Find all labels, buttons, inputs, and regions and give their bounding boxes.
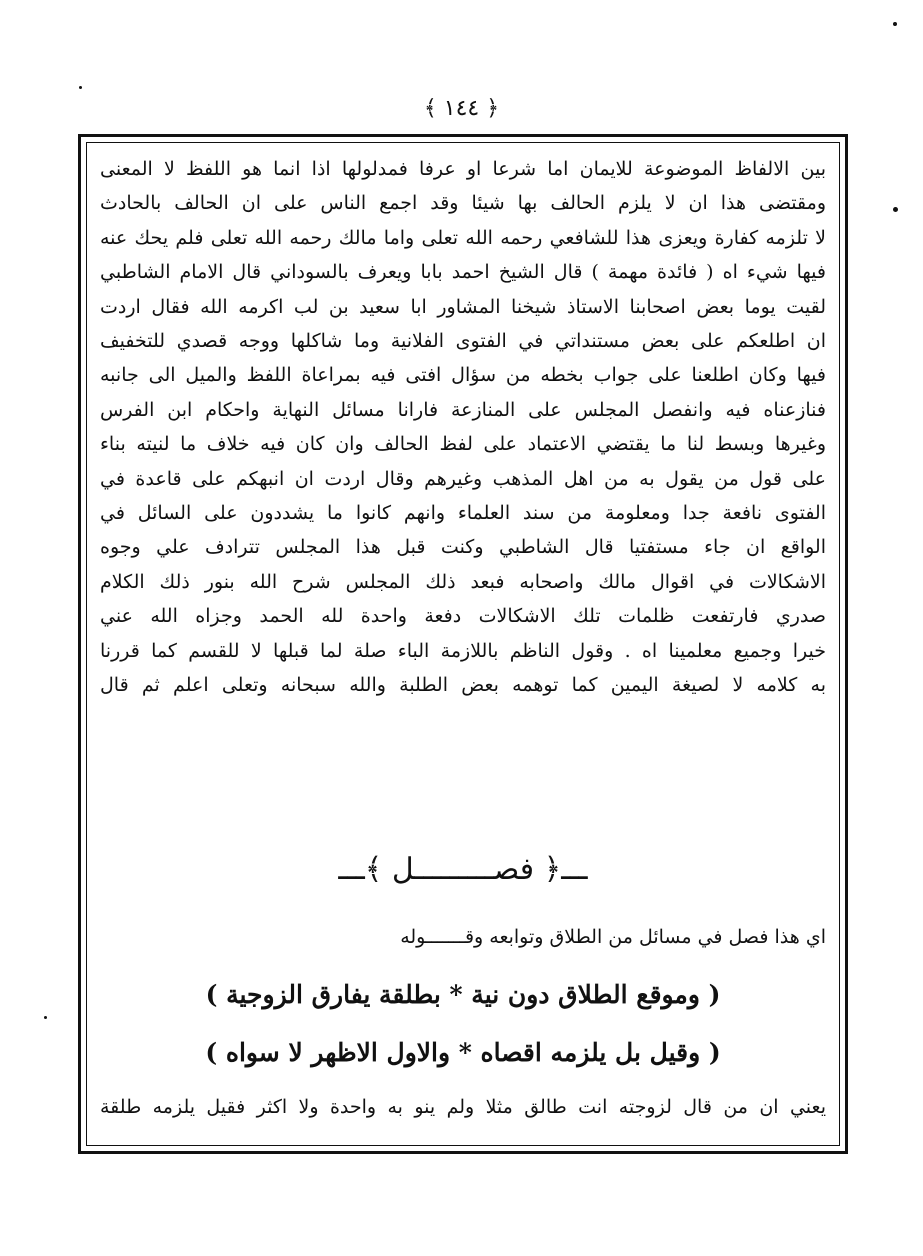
text-line: فنازعناه فيه وانفصل المجلس على المنازعة فارانا مسائل النهاية واحكام ابن الفرس xyxy=(100,398,826,421)
text-line: فيها شيء اه ( فائدة مهمة ) قال الشيخ احمد بابا ويعرف بالسوداني قال الامام الشاطبي xyxy=(100,261,826,284)
text-line: لا تلزمه كفارة ويعزى هذا للشافعي رحمه الله تعلى واما مالك رحمه الله تعلى فلم يحك عنه xyxy=(100,226,826,249)
verse-line-2: ( وقيل بل يلزمه اقصاه * والاول الاظهر لا سواه ) xyxy=(205,1038,721,1067)
text-line: ومقتضى هذا ان لا يلزم الحالف بها شيئا وقد اجمع الناس على ان الحالف بالحادث xyxy=(100,192,826,215)
scan-speck xyxy=(893,22,897,26)
body-text xyxy=(100,152,826,703)
text-line: الواقع ان جاء مستفتيا قال الشاطبي وكنت قبل هذا المجلس تترادف علي وجوه xyxy=(100,536,826,559)
section-intro: اي هذا فصل في مسائل من الطلاق وتوابعه وقـــــــوله xyxy=(400,926,826,948)
text-line: على قول من يقول به من اهل المذهب وغيرهم وقال اردت ان انبهكم على قاعدة في xyxy=(100,467,826,490)
text-line: ان اطلعكم على بعض مستنداتي في الفتوى الفلانية وما شاكلها ووجه قصدي للتخفيف xyxy=(100,330,826,353)
text-line: خيرا وجميع معلمينا اه . وقول الناظم باللازمة الباء صلة لما قبلها لا للقسم كما قررنا xyxy=(100,639,826,662)
page-number: ﴾ ١٤٤ ﴿ xyxy=(423,96,500,121)
section-heading: ـــ﴿ فصـــــــــل ﴾ـــ xyxy=(338,852,588,887)
text-line: فيها وكان اطلعنا على جواب بخطه من سؤال افتى فيه بمراعاة اللفظ والميل الى جانبه xyxy=(100,364,826,387)
text-line: الاشكالات في اقوال مالك واصحابه فبعد ذلك المجلس شرح الله بنور ذلك الكلام xyxy=(100,570,826,593)
text-line: صدري فارتفعت ظلمات تلك الاشكالات دفعة واحدة لله الحمد وجزاه الله عني xyxy=(100,605,826,628)
scan-speck xyxy=(44,1016,47,1019)
verse-line-1: ( وموقع الطلاق دون نية * بطلقة يفارق الزوجية ) xyxy=(205,980,721,1009)
text-line: الفتوى نافعة جدا ومعلومة من سند العلماء وانهم كانوا ما يشددون على السائل في xyxy=(100,502,826,525)
scan-speck xyxy=(79,86,82,89)
text-line: به كلامه لا لصيغة اليمين كما توهمه بعض الطلبة والله سبحانه وتعلى اعلم ثم قال xyxy=(100,674,826,697)
scan-speck xyxy=(893,207,898,212)
text-line: بين الالفاظ الموضوعة للايمان اما شرعا او عرفا فمدلولها اذا انما هو اللفظ لا المعنى xyxy=(100,158,826,180)
text-line: لقيت يوما بعض اصحابنا الاستاذ شيخنا المشاور ابا سعيد بن لب اكرمه الله فقال اردت xyxy=(100,295,826,318)
text-line: وغيرها وبسط لنا ما يقتضي الاعتماد على لفظ الحالف وان كان فيه خلاف ما لنيته بناء xyxy=(100,433,826,456)
commentary-line: يعني ان من قال لزوجته انت طالق مثلا ولم ينو به واحدة ولا اكثر فقيل يلزمه طلقة xyxy=(100,1096,826,1118)
